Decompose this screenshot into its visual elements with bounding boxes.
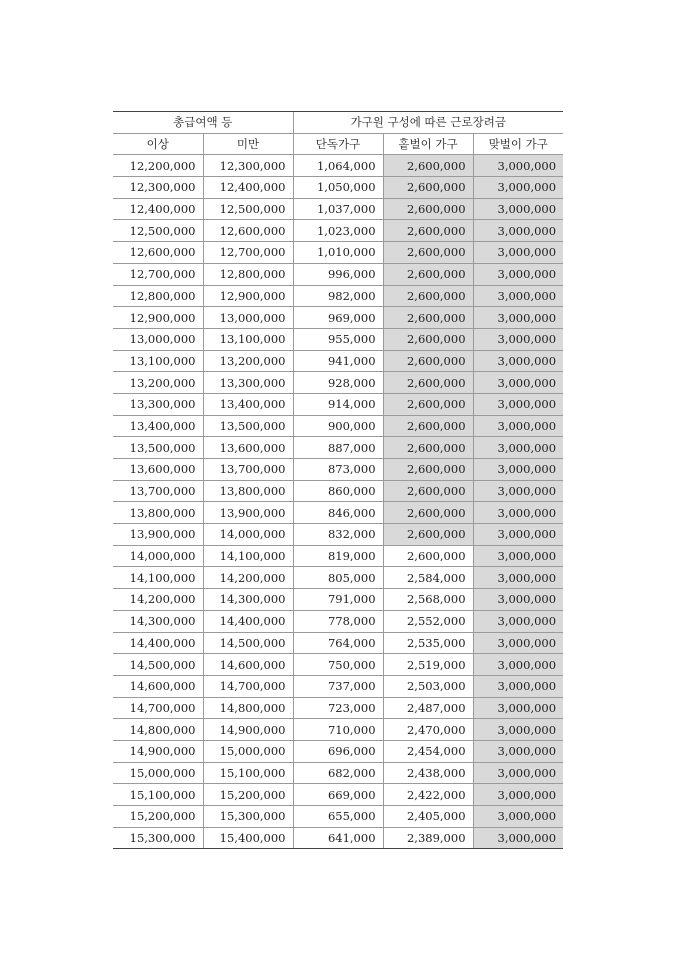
cell-single-household: 996,000 bbox=[293, 263, 383, 285]
table-row bbox=[113, 220, 563, 242]
column-header-single-earner: 홑벌이 가구 bbox=[383, 133, 473, 155]
cell-single-earner: 2,600,000 bbox=[383, 350, 473, 372]
cell-single-earner: 2,438,000 bbox=[383, 762, 473, 784]
cell-single-earner: 2,552,000 bbox=[383, 610, 473, 632]
cell-single-earner: 2,600,000 bbox=[383, 285, 473, 307]
cell-income-min: 13,100,000 bbox=[113, 350, 203, 372]
cell-single-earner: 2,600,000 bbox=[383, 524, 473, 546]
cell-income-min: 13,500,000 bbox=[113, 437, 203, 459]
cell-single-earner: 2,470,000 bbox=[383, 719, 473, 741]
group-header-credit: 가구원 구성에 따른 근로장려금 bbox=[293, 112, 563, 134]
table-row bbox=[113, 524, 563, 546]
cell-single-household: 941,000 bbox=[293, 350, 383, 372]
cell-single-household: 641,000 bbox=[293, 827, 383, 849]
cell-single-earner: 2,600,000 bbox=[383, 545, 473, 567]
cell-single-household: 1,050,000 bbox=[293, 177, 383, 199]
cell-dual-earner: 3,000,000 bbox=[473, 524, 563, 546]
cell-dual-earner: 3,000,000 bbox=[473, 177, 563, 199]
cell-income-max: 14,600,000 bbox=[203, 654, 293, 676]
cell-income-max: 13,900,000 bbox=[203, 502, 293, 524]
cell-income-max: 14,900,000 bbox=[203, 719, 293, 741]
cell-single-household: 846,000 bbox=[293, 502, 383, 524]
cell-single-household: 737,000 bbox=[293, 675, 383, 697]
table-row bbox=[113, 610, 563, 632]
cell-single-household: 969,000 bbox=[293, 307, 383, 329]
cell-dual-earner: 3,000,000 bbox=[473, 827, 563, 849]
cell-dual-earner: 3,000,000 bbox=[473, 545, 563, 567]
cell-income-min: 13,400,000 bbox=[113, 415, 203, 437]
cell-single-household: 1,010,000 bbox=[293, 242, 383, 264]
cell-single-earner: 2,600,000 bbox=[383, 415, 473, 437]
cell-single-earner: 2,568,000 bbox=[383, 589, 473, 611]
cell-income-max: 15,000,000 bbox=[203, 740, 293, 762]
cell-dual-earner: 3,000,000 bbox=[473, 415, 563, 437]
cell-dual-earner: 3,000,000 bbox=[473, 806, 563, 828]
cell-income-max: 14,800,000 bbox=[203, 697, 293, 719]
cell-dual-earner: 3,000,000 bbox=[473, 263, 563, 285]
cell-income-min: 12,300,000 bbox=[113, 177, 203, 199]
cell-income-max: 12,600,000 bbox=[203, 220, 293, 242]
cell-dual-earner: 3,000,000 bbox=[473, 589, 563, 611]
cell-single-earner: 2,584,000 bbox=[383, 567, 473, 589]
cell-income-max: 12,900,000 bbox=[203, 285, 293, 307]
cell-income-min: 14,700,000 bbox=[113, 697, 203, 719]
cell-dual-earner: 3,000,000 bbox=[473, 372, 563, 394]
column-header-single: 단독가구 bbox=[293, 133, 383, 155]
cell-income-max: 12,300,000 bbox=[203, 155, 293, 177]
cell-income-max: 14,100,000 bbox=[203, 545, 293, 567]
column-header-min: 이상 bbox=[113, 133, 203, 155]
cell-single-household: 805,000 bbox=[293, 567, 383, 589]
cell-single-earner: 2,487,000 bbox=[383, 697, 473, 719]
cell-single-household: 696,000 bbox=[293, 740, 383, 762]
cell-dual-earner: 3,000,000 bbox=[473, 155, 563, 177]
cell-income-max: 15,100,000 bbox=[203, 762, 293, 784]
group-header-income: 총급여액 등 bbox=[113, 112, 293, 134]
group-header-row bbox=[113, 112, 563, 134]
cell-single-earner: 2,600,000 bbox=[383, 198, 473, 220]
cell-income-max: 13,800,000 bbox=[203, 480, 293, 502]
cell-dual-earner: 3,000,000 bbox=[473, 393, 563, 415]
cell-income-max: 14,400,000 bbox=[203, 610, 293, 632]
table-row bbox=[113, 719, 563, 741]
cell-dual-earner: 3,000,000 bbox=[473, 610, 563, 632]
cell-single-household: 928,000 bbox=[293, 372, 383, 394]
cell-income-min: 14,100,000 bbox=[113, 567, 203, 589]
column-header-dual-earner: 맞벌이 가구 bbox=[473, 133, 563, 155]
table-row bbox=[113, 654, 563, 676]
cell-dual-earner: 3,000,000 bbox=[473, 762, 563, 784]
cell-income-max: 13,600,000 bbox=[203, 437, 293, 459]
cell-single-earner: 2,389,000 bbox=[383, 827, 473, 849]
cell-single-earner: 2,600,000 bbox=[383, 328, 473, 350]
cell-single-earner: 2,600,000 bbox=[383, 242, 473, 264]
cell-income-min: 12,700,000 bbox=[113, 263, 203, 285]
cell-single-household: 832,000 bbox=[293, 524, 383, 546]
table-row bbox=[113, 632, 563, 654]
cell-dual-earner: 3,000,000 bbox=[473, 459, 563, 481]
cell-dual-earner: 3,000,000 bbox=[473, 328, 563, 350]
cell-single-earner: 2,535,000 bbox=[383, 632, 473, 654]
cell-income-min: 12,600,000 bbox=[113, 242, 203, 264]
cell-single-earner: 2,454,000 bbox=[383, 740, 473, 762]
cell-single-household: 982,000 bbox=[293, 285, 383, 307]
cell-income-min: 14,200,000 bbox=[113, 589, 203, 611]
cell-single-household: 778,000 bbox=[293, 610, 383, 632]
table-row bbox=[113, 263, 563, 285]
cell-single-household: 900,000 bbox=[293, 415, 383, 437]
table-row bbox=[113, 350, 563, 372]
cell-single-earner: 2,600,000 bbox=[383, 372, 473, 394]
table-row bbox=[113, 675, 563, 697]
cell-dual-earner: 3,000,000 bbox=[473, 784, 563, 806]
cell-single-earner: 2,600,000 bbox=[383, 307, 473, 329]
cell-income-max: 15,200,000 bbox=[203, 784, 293, 806]
cell-income-min: 12,200,000 bbox=[113, 155, 203, 177]
cell-single-earner: 2,600,000 bbox=[383, 177, 473, 199]
cell-single-household: 860,000 bbox=[293, 480, 383, 502]
cell-single-household: 750,000 bbox=[293, 654, 383, 676]
column-header-max: 미만 bbox=[203, 133, 293, 155]
cell-income-max: 12,700,000 bbox=[203, 242, 293, 264]
cell-income-min: 13,900,000 bbox=[113, 524, 203, 546]
table-row bbox=[113, 177, 563, 199]
cell-single-earner: 2,600,000 bbox=[383, 437, 473, 459]
table-row bbox=[113, 762, 563, 784]
cell-income-min: 14,600,000 bbox=[113, 675, 203, 697]
cell-income-min: 14,800,000 bbox=[113, 719, 203, 741]
table-row bbox=[113, 827, 563, 849]
cell-single-earner: 2,405,000 bbox=[383, 806, 473, 828]
cell-single-earner: 2,600,000 bbox=[383, 480, 473, 502]
table-row bbox=[113, 415, 563, 437]
cell-income-min: 15,200,000 bbox=[113, 806, 203, 828]
cell-income-max: 14,700,000 bbox=[203, 675, 293, 697]
table-body bbox=[113, 155, 563, 849]
cell-income-min: 14,400,000 bbox=[113, 632, 203, 654]
cell-single-earner: 2,600,000 bbox=[383, 155, 473, 177]
cell-dual-earner: 3,000,000 bbox=[473, 220, 563, 242]
cell-income-min: 15,000,000 bbox=[113, 762, 203, 784]
cell-income-max: 13,100,000 bbox=[203, 328, 293, 350]
earned-income-credit-table bbox=[113, 111, 563, 849]
cell-single-earner: 2,422,000 bbox=[383, 784, 473, 806]
cell-dual-earner: 3,000,000 bbox=[473, 307, 563, 329]
cell-dual-earner: 3,000,000 bbox=[473, 567, 563, 589]
table-row bbox=[113, 567, 563, 589]
cell-dual-earner: 3,000,000 bbox=[473, 502, 563, 524]
cell-income-max: 12,500,000 bbox=[203, 198, 293, 220]
table-row bbox=[113, 393, 563, 415]
cell-income-min: 12,900,000 bbox=[113, 307, 203, 329]
cell-dual-earner: 3,000,000 bbox=[473, 632, 563, 654]
cell-single-earner: 2,600,000 bbox=[383, 502, 473, 524]
cell-single-household: 710,000 bbox=[293, 719, 383, 741]
table-row bbox=[113, 372, 563, 394]
column-header-row bbox=[113, 133, 563, 155]
cell-dual-earner: 3,000,000 bbox=[473, 285, 563, 307]
cell-income-min: 12,500,000 bbox=[113, 220, 203, 242]
cell-dual-earner: 3,000,000 bbox=[473, 697, 563, 719]
table-row bbox=[113, 328, 563, 350]
cell-income-min: 13,300,000 bbox=[113, 393, 203, 415]
table-row bbox=[113, 480, 563, 502]
cell-single-household: 791,000 bbox=[293, 589, 383, 611]
cell-single-earner: 2,600,000 bbox=[383, 220, 473, 242]
cell-dual-earner: 3,000,000 bbox=[473, 198, 563, 220]
cell-single-household: 723,000 bbox=[293, 697, 383, 719]
table-row bbox=[113, 589, 563, 611]
table-row bbox=[113, 740, 563, 762]
cell-dual-earner: 3,000,000 bbox=[473, 654, 563, 676]
table-row bbox=[113, 545, 563, 567]
cell-income-max: 13,300,000 bbox=[203, 372, 293, 394]
cell-income-min: 13,200,000 bbox=[113, 372, 203, 394]
cell-income-min: 15,300,000 bbox=[113, 827, 203, 849]
cell-income-max: 15,400,000 bbox=[203, 827, 293, 849]
cell-income-min: 14,000,000 bbox=[113, 545, 203, 567]
cell-income-max: 14,000,000 bbox=[203, 524, 293, 546]
table-row bbox=[113, 307, 563, 329]
cell-income-max: 13,200,000 bbox=[203, 350, 293, 372]
cell-single-earner: 2,600,000 bbox=[383, 393, 473, 415]
cell-single-household: 819,000 bbox=[293, 545, 383, 567]
cell-income-max: 15,300,000 bbox=[203, 806, 293, 828]
cell-single-earner: 2,519,000 bbox=[383, 654, 473, 676]
cell-income-min: 13,600,000 bbox=[113, 459, 203, 481]
cell-dual-earner: 3,000,000 bbox=[473, 675, 563, 697]
table-row bbox=[113, 242, 563, 264]
cell-income-max: 12,400,000 bbox=[203, 177, 293, 199]
cell-income-min: 13,000,000 bbox=[113, 328, 203, 350]
cell-single-household: 1,037,000 bbox=[293, 198, 383, 220]
cell-income-min: 14,300,000 bbox=[113, 610, 203, 632]
cell-single-household: 682,000 bbox=[293, 762, 383, 784]
cell-income-min: 13,700,000 bbox=[113, 480, 203, 502]
table-row bbox=[113, 437, 563, 459]
cell-single-earner: 2,600,000 bbox=[383, 263, 473, 285]
cell-income-max: 14,500,000 bbox=[203, 632, 293, 654]
cell-single-household: 914,000 bbox=[293, 393, 383, 415]
cell-income-max: 14,200,000 bbox=[203, 567, 293, 589]
table-row bbox=[113, 285, 563, 307]
cell-income-min: 14,500,000 bbox=[113, 654, 203, 676]
cell-single-household: 1,064,000 bbox=[293, 155, 383, 177]
cell-income-min: 12,400,000 bbox=[113, 198, 203, 220]
table-row bbox=[113, 459, 563, 481]
table-row bbox=[113, 784, 563, 806]
cell-income-min: 15,100,000 bbox=[113, 784, 203, 806]
cell-dual-earner: 3,000,000 bbox=[473, 480, 563, 502]
cell-single-household: 873,000 bbox=[293, 459, 383, 481]
cell-single-household: 764,000 bbox=[293, 632, 383, 654]
cell-dual-earner: 3,000,000 bbox=[473, 437, 563, 459]
table-row bbox=[113, 502, 563, 524]
cell-income-max: 13,700,000 bbox=[203, 459, 293, 481]
cell-single-household: 655,000 bbox=[293, 806, 383, 828]
cell-dual-earner: 3,000,000 bbox=[473, 242, 563, 264]
table-row bbox=[113, 806, 563, 828]
cell-single-household: 887,000 bbox=[293, 437, 383, 459]
cell-single-household: 1,023,000 bbox=[293, 220, 383, 242]
cell-income-max: 14,300,000 bbox=[203, 589, 293, 611]
cell-single-household: 669,000 bbox=[293, 784, 383, 806]
cell-income-max: 13,500,000 bbox=[203, 415, 293, 437]
cell-income-max: 13,000,000 bbox=[203, 307, 293, 329]
cell-income-min: 12,800,000 bbox=[113, 285, 203, 307]
table-row bbox=[113, 198, 563, 220]
cell-single-earner: 2,600,000 bbox=[383, 459, 473, 481]
cell-income-max: 12,800,000 bbox=[203, 263, 293, 285]
cell-income-min: 13,800,000 bbox=[113, 502, 203, 524]
cell-dual-earner: 3,000,000 bbox=[473, 350, 563, 372]
table-row bbox=[113, 155, 563, 177]
cell-dual-earner: 3,000,000 bbox=[473, 719, 563, 741]
cell-income-min: 14,900,000 bbox=[113, 740, 203, 762]
cell-single-earner: 2,503,000 bbox=[383, 675, 473, 697]
table-row bbox=[113, 697, 563, 719]
cell-income-max: 13,400,000 bbox=[203, 393, 293, 415]
cell-dual-earner: 3,000,000 bbox=[473, 740, 563, 762]
cell-single-household: 955,000 bbox=[293, 328, 383, 350]
